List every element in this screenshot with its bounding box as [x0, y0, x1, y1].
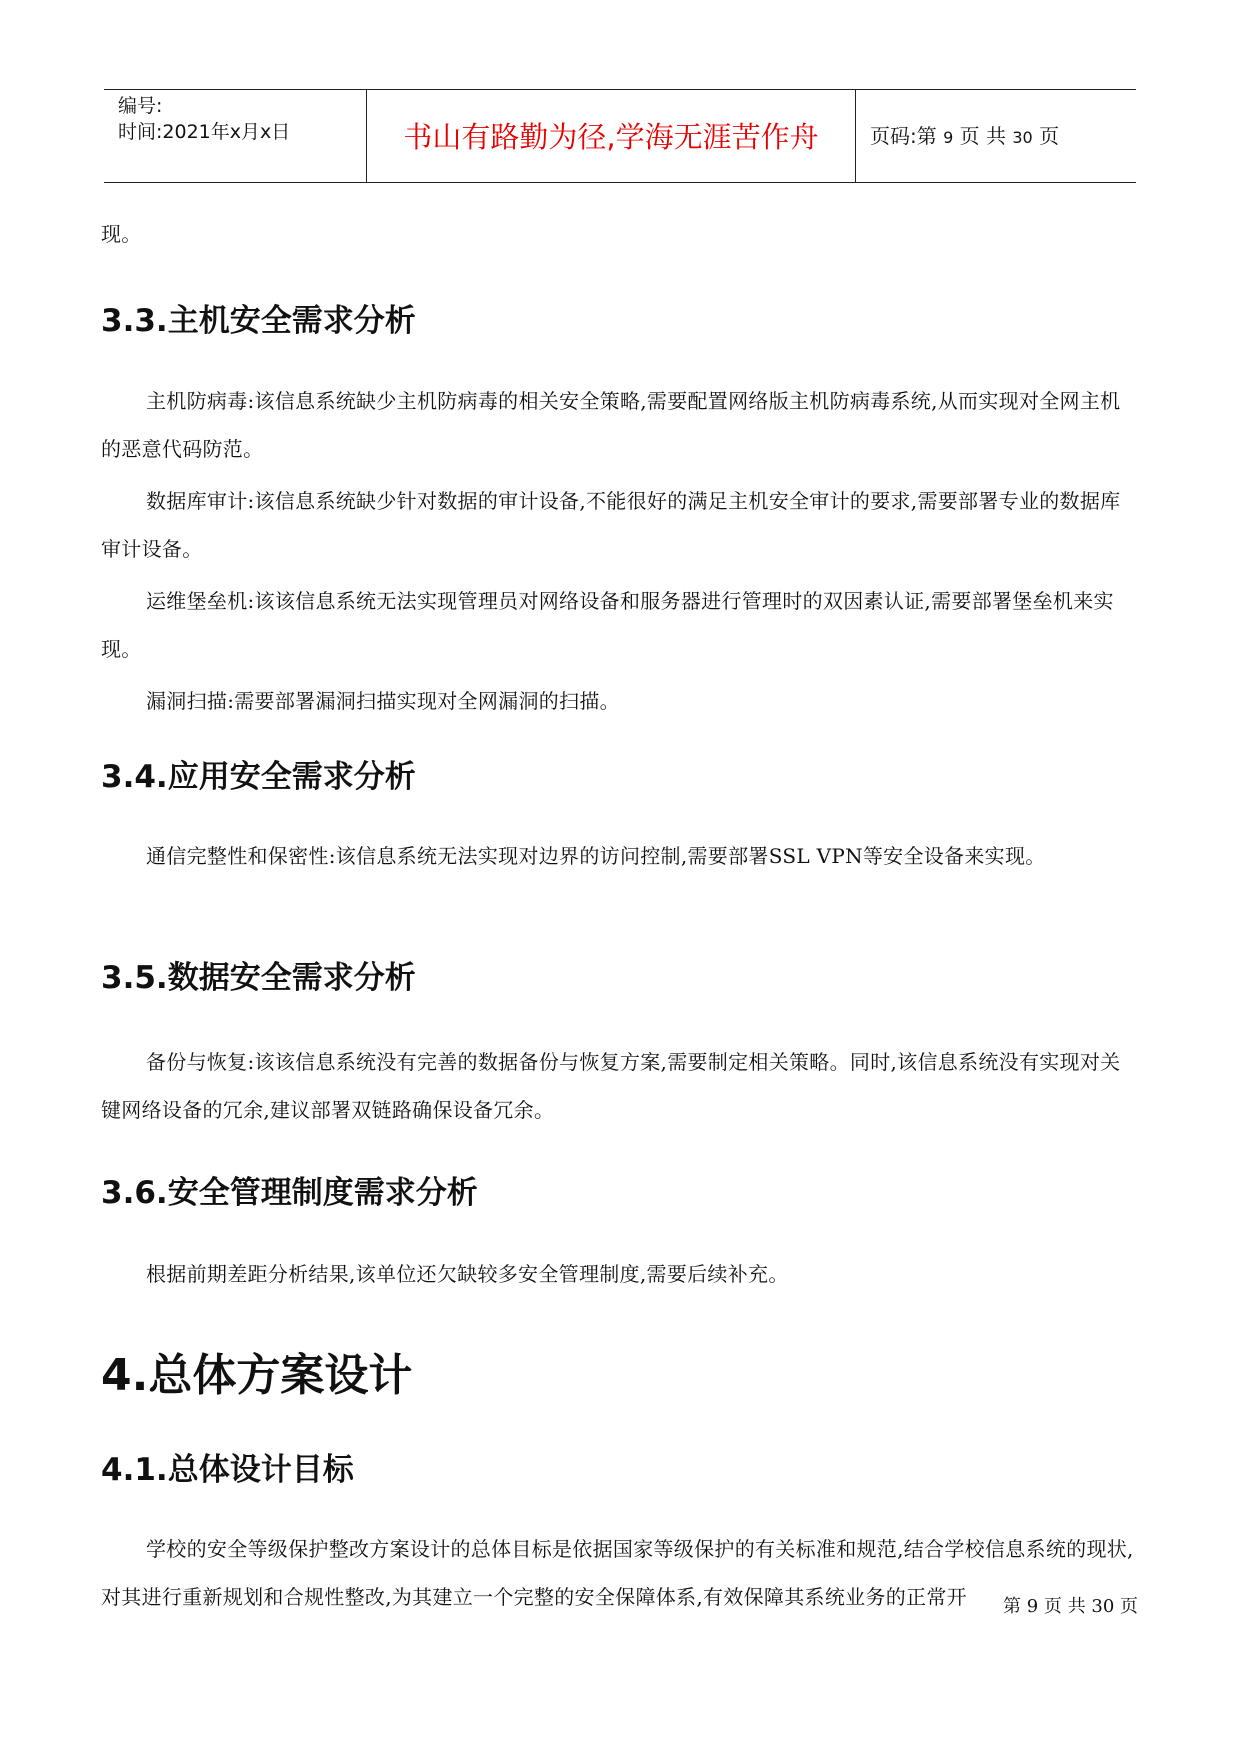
- header-meta-cell: [104, 90, 366, 182]
- heading-4-1: 4.1.总体设计目标: [101, 1452, 354, 1488]
- page-total: 30: [1012, 128, 1033, 147]
- heading-3-4: 3.4.应用安全需求分析: [101, 759, 416, 795]
- page-mid: 页 共: [959, 124, 1007, 148]
- heading-4: 4.总体方案设计: [101, 1350, 413, 1401]
- paragraph-host-antivirus: 主机防病毒:该信息系统缺少主机防病毒的相关安全策略,需要配置网络版主机防病毒系统,从而实现对全网主机的恶意代码防范。: [101, 389, 1121, 461]
- page-prefix: 页码:第: [870, 124, 937, 148]
- document-time-label: 时间:2021年x月x日: [118, 121, 291, 143]
- heading-3-3: 3.3.主机安全需求分析: [101, 303, 416, 339]
- header-motto: 书山有路勤为径,学海无涯苦作舟: [403, 120, 819, 154]
- page-suffix: 页: [1039, 124, 1060, 148]
- heading-3-6: 3.6.安全管理制度需求分析: [101, 1175, 478, 1211]
- paragraph-management-system: 根据前期差距分析结果,该单位还欠缺较多安全管理制度,需要后续补充。: [146, 1262, 789, 1286]
- page-footer: 第 9 页 共 30 页: [1003, 1596, 1138, 1617]
- document-number-label: 编号:: [118, 95, 163, 117]
- header-page-number: [870, 124, 1059, 150]
- paragraph-backup-recovery: 备份与恢复:该该信息系统没有完善的数据备份与恢复方案,需要制定相关策略。同时,该信息系统没有实现对关键网络设备的冗余,建议部署双链路确保设备冗余。: [101, 1050, 1121, 1122]
- header-page-cell: [856, 90, 1136, 182]
- paragraph-communication-integrity: 通信完整性和保密性:该信息系统无法实现对边界的访问控制,需要部署SSL VPN等安全设备来实现。: [146, 844, 1046, 868]
- page-header: [104, 89, 1136, 183]
- paragraph-vuln-scan: 漏洞扫描:需要部署漏洞扫描实现对全网漏洞的扫描。: [146, 689, 620, 713]
- page-current: 9: [943, 128, 954, 147]
- paragraph-bastion-host: 运维堡垒机:该该信息系统无法实现管理员对网络设备和服务器进行管理时的双因素认证,需要部署堡垒机来实现。: [101, 589, 1114, 661]
- paragraph-continuation: 现。: [101, 222, 142, 246]
- heading-3-5: 3.5.数据安全需求分析: [101, 960, 416, 996]
- paragraph-design-goal: 学校的安全等级保护整改方案设计的总体目标是依据国家等级保护的有关标准和规范,结合学校信息系统的现状,对其进行重新规划和合规性整改,为其建立一个完整的安全保障体系,有效保障其系统业务的正常开: [101, 1537, 1134, 1609]
- paragraph-database-audit: 数据库审计:该信息系统缺少针对数据的审计设备,不能很好的满足主机安全审计的要求,需要部署专业的数据库审计设备。: [101, 489, 1121, 561]
- header-motto-cell: [366, 90, 856, 182]
